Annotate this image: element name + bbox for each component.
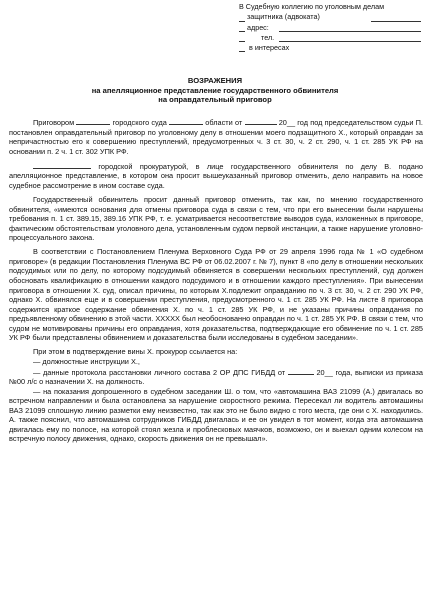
text-run: Приговором: [33, 118, 75, 127]
paragraph: Государственный обвинитель просит данный приговор отменить, так как, по мнению государственного обвинителя, «имеются основания для отмены приговора суда в связи с тем, что при его вынесении были нарушены требования п. 1 ст. 389.15, 389.16 УПК РФ, т. е. усматривается несоответствие выводов суда, изложенных в приговоре, фактическим обстоятельствам уголовного дела, установленным судом первой инстанции, а также нарушение уголовно-процессуального закона.: [9, 195, 423, 243]
addressee-block: [239, 2, 425, 53]
text-run: года, выписки из приказа №00 л/с о назначении Х. на должность.: [9, 367, 423, 387]
paragraph: При этом в подтверждение вины Х. прокурор ссылается на:: [33, 347, 238, 357]
text-run: 20__: [316, 367, 333, 377]
blank-line: [239, 21, 245, 22]
evidence-list: [9, 357, 423, 387]
addressee-court-text: В Судебную коллегию по уголовным делам: [239, 2, 385, 11]
blank-line: [239, 31, 245, 32]
document-body: [9, 117, 423, 448]
text-run: области от: [205, 118, 243, 127]
blank-line: [169, 117, 203, 125]
addressee-phone: [239, 33, 425, 43]
addressee-address: [239, 23, 425, 33]
text-run: — данные протокола расстановки личного состава 2 ОР ДПС ГИБДД от: [33, 367, 286, 377]
blank-line: [279, 31, 421, 32]
document-title: [0, 76, 430, 105]
lawyer-label: защитника (адвоката): [247, 12, 320, 22]
blank-line: [279, 41, 421, 42]
addressee-interests: [239, 43, 425, 53]
blank-line: [245, 117, 277, 125]
paragraph: — на показания допрошенного в судебном заседании Ш. о том, что «автомашина ВАЗ 21099 (А.) двигалась во встречном направлении и была остановлена за нарушение скоростного режима. Пересекал ли водитель автомашины ВАЗ 21099 сплошную линию разметки ему неизвестно, так как это не было видно с того места, где они с Х. находились. А. также пояснил, что автомашина сотрудников ГИБДД двигалась и ее он увидел в тот момент, когда эта автомашина двигалась ему по полосе, на которой стоял жезла и проблесковых маячков, возможно, он и выехал одним колесом на встречную полосу движения, однако, скорость движения он не превышал».: [9, 386, 423, 444]
paragraph: [9, 117, 423, 156]
address-label: адрес:: [247, 22, 269, 32]
addressee-lawyer: [239, 12, 425, 22]
list-item: — должностные инструкции Х.,: [33, 356, 140, 366]
addressee-court: [239, 2, 425, 12]
paragraph: В соответствии с Постановлением Пленума Верховного Суда РФ от 29 апреля 1996 года № 1 «О судебном приговоре» (в редакции Постановления Пленума ВС РФ от 06.02.2007 г. № 7), пункт 8 «по делу в отношении нескольких подсудимых или по делу, по которому подсудимый обвиняется в совершении нескольких преступлений, суд должен обосновать квалификацию в отношении каждого подсудимого и в отношении каждого преступления». При вынесении приговора в отношении Х. суд, описал причины, по которым Х.подлежит оправданию по ч. 3 ст. 30, ч. 2 ст. 290 УК РФ, однако Х. обвинялся еще и в совершении преступления, предусмотренного ч. 1 ст. 285 УК РФ. На листе 8 приговора содержится краткое содержание обвинения Х. по ч. 1 ст. 285 УК РФ, и не указаны причины оправдания по предъявленному обвинению в этой части. ХХХХХ был необоснованно оправдан по ч. 1 ст. 285 УК РФ. В связи с тем, что судом не мотивированы причины его оправдания, хотя доказательства, подтверждающие его обвинение по ч. 1 ст. 285 УК РФ были представлены обвинением и доказательства были исследованы в судебном заседании».: [9, 247, 423, 343]
text-run: 20__ год под председательством судьи П. постановлен оправдательный приговор по уголовному делу в отношении моего подзащитного Х., который оправдан за непричастностью его к совершению преступлений, предусмотренных ч. 3 ст. 30, ч. 2 ст. 290, ч. 1 ст. 285 УК РФ на основании п. 2 ч. 1 ст. 302 УПК РФ.: [9, 118, 423, 156]
title-subline: на апелляционное представление государственного обвинителя: [91, 85, 339, 95]
blank-line: [239, 51, 245, 52]
interests-label: в интересах: [249, 43, 290, 53]
phone-label: тел.: [261, 32, 275, 42]
text-run: городского суда: [112, 118, 167, 127]
paragraph: [9, 161, 423, 191]
title-subline: на оправдательный приговор: [158, 95, 272, 105]
blank-line: [239, 41, 245, 42]
blank-line: [371, 21, 421, 22]
title-heading: ВОЗРАЖЕНИЯ: [187, 76, 243, 85]
text-run: городской прокуратурой, в лице государственного обвинителя по делу В. подано апелляционное представление, в котором она просит вышеуказанный приговор отменить, дело направить на новое судебное рассмотрение в ином составе суда.: [9, 161, 423, 190]
blank-line: [33, 161, 91, 169]
list-item: [9, 367, 423, 387]
blank-line: [76, 117, 110, 125]
blank-line: [288, 367, 314, 375]
